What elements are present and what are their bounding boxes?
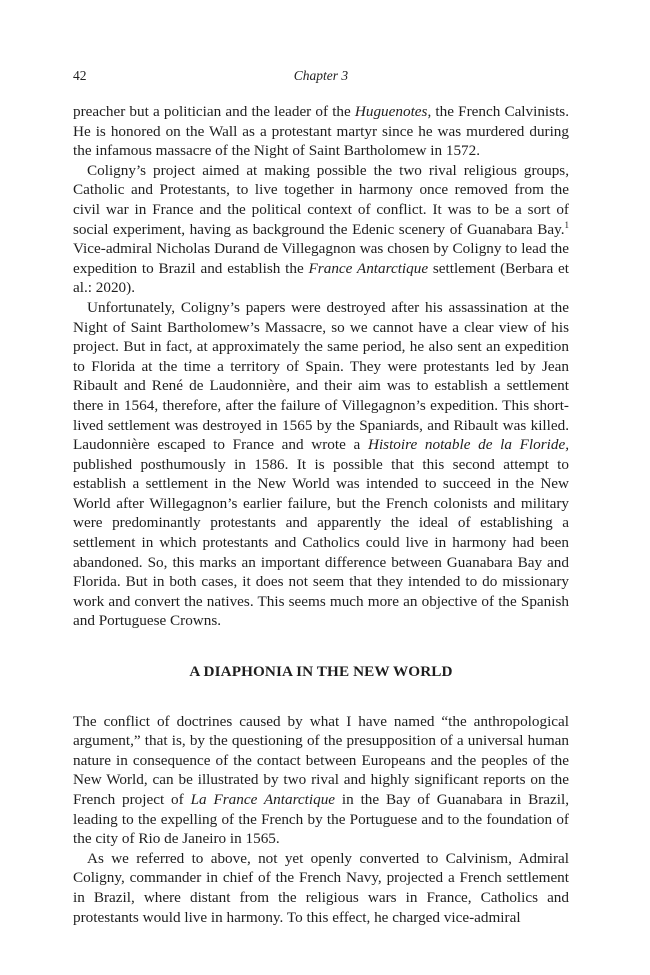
running-head: Chapter 3 <box>293 68 349 83</box>
paragraph-2 <box>73 161 569 298</box>
paragraph-text: Unfortunately, Coligny’s papers were destroyed after his assassination at the Night of Saint Bartholomew’s Massacre, so we cannot have a clear view of his project. But in fact, at approximately the same period, he also sent an expedition to Florida at the time a territory of Spain. They were protestants led by Jean Ribault and René de Laudonnière, and their aim was to establish a settlement there in 1564, therefore, after the failure of Villegagnon’s expedition. This short-lived settlement was destroyed in 1565 by the Spaniards, and Ribault was killed. Laudonnière escaped to France and wrote a <box>73 298 569 454</box>
paragraph-text: published posthumously in 1586. It is possible that this second attempt to establish a settlement in the New World was intended to succeed in the New World after Willegagnon’s earlier failure, but the French colonists and military were predominantly protestants and apparently the ideal of establishing a settlement in which protestants and Catholics could live in harmony had been abandoned. So, this marks an important difference between Guanabara Bay and Florida. But in both cases, it does not seem that they intended to do missionary work and convert the natives. This seems much more an objective of the Spanish and Portuguese Crowns. <box>73 455 569 630</box>
page-header <box>73 68 569 88</box>
italic-term: Huguenotes <box>354 103 428 120</box>
paragraph-text: Vice-admiral Nicholas Durand de Villegagnon was chosen by Coligny to lead the expedition to Brazil and establish the <box>73 240 569 277</box>
italic-term: Histoire notable de la Floride, <box>367 436 569 454</box>
italic-term: La France Antarctique <box>190 791 336 808</box>
paragraph-5: As we referred to above, not yet openly converted to Calvinism, Admiral Coligny, commander in chief of the French Navy, projected a French settlement in Brazil, where distant from the religious wars in France, Catholics and protestants would live in harmony. To this effect, he charged vice-admiral <box>73 849 569 926</box>
section-heading: A DIAPHONIA IN THE NEW WORLD <box>189 663 453 681</box>
italic-term: France Antarctique <box>308 259 429 277</box>
paragraph-text: Coligny’s project aimed at making possible the two rival religious groups, Catholic and Protestants, to live together in harmony once removed from the civil war in France and the political context of conflict. It was to be a sort of social experiment, having as background the Edenic scenery of Guanabara Bay. <box>73 161 569 238</box>
paragraph-text: , the French Calvinists. He is honored on the Wall as a protestant martyr since he was murdered during the infamous massacre of the Night of Saint Bartholomew in 1572. <box>73 103 569 160</box>
paragraph-text: settlement (Berbara et al.: 2020). <box>73 259 569 297</box>
page-number: 42 <box>73 68 87 83</box>
paragraph-4 <box>73 712 569 849</box>
body-text <box>73 102 569 927</box>
paragraph-text: in the Bay of Guanabara in Brazil, leading to the expelling of the French by the Portuguese and to the foundation of the city of Rio de Janeiro in 1565. <box>73 791 569 848</box>
footnote-marker[interactable]: 1 <box>564 219 569 230</box>
paragraph-text: preacher but a politician and the leader of the <box>73 103 355 120</box>
paragraph-3 <box>73 298 569 631</box>
paragraph-text: The conflict of doctrines caused by what I have named “the anthropological argument,” that is, by the questioning of the presupposition of a universal human nature in consequence of the contact between Europeans and the peoples of the New World, can be illustrated by two rival and highly significant reports on the French project of <box>73 712 569 808</box>
paragraph-1 <box>73 102 569 161</box>
